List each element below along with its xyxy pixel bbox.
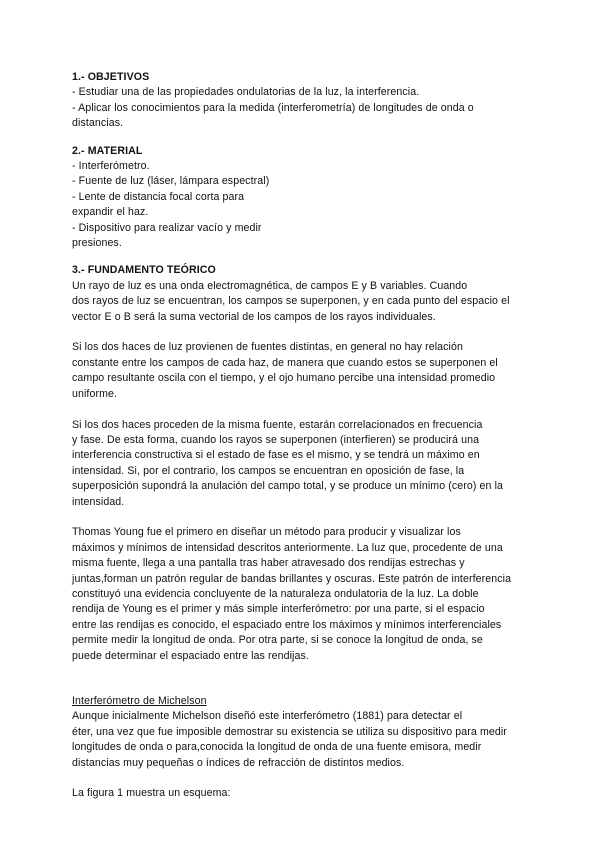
- paragraph-line: constituyó una evidencia concluyente de la naturaleza ondulatoria de la luz. La doble: [72, 587, 479, 600]
- paragraph-line: permite medir la longitud de onda. Por otra parte, si se conoce la longitud de onda, se: [72, 634, 483, 647]
- objetivos-line: - Aplicar los conocimientos para la medida (interferometría) de longitudes de onda o: [72, 101, 474, 114]
- paragraph-line: interferencia constructiva si el estado de fase es el mismo, y se tendrá un máximo en: [72, 449, 480, 462]
- paragraph-line: rendija de Young es el primer y más simple interferómetro: por una parte, si el espacio: [72, 603, 485, 616]
- paragraph-line: constante entre los campos de cada haz, de manera que cuando estos se superponen el: [72, 356, 498, 369]
- paragraph-line: Si los dos haces proceden de la misma fuente, estarán correlacionados en frecuencia: [72, 418, 483, 431]
- paragraph-line: Un rayo de luz es una onda electromagnética, de campos E y B variables. Cuando: [72, 279, 468, 292]
- paragraph-line: y fase. De esta forma, cuando los rayos se superponen (interfieren) se producirá una: [72, 433, 480, 446]
- paragraph-line: juntas,forman un patrón regular de bandas brillantes y oscuras. Este patrón de interferencia: [72, 572, 512, 585]
- section-material: [72, 144, 532, 252]
- paragraph: [72, 525, 532, 664]
- paragraph-line: dos rayos de luz se encuentran, los campos se superponen, y en cada punto del espacio el: [72, 295, 510, 308]
- material-line: - Interferómetro.: [72, 160, 150, 173]
- paragraph-line: superposición supondrá la anulación del campo total, y se produce un mínimo (cero) en la: [72, 480, 504, 493]
- section-heading-objetivos: 1.- OBJETIVOS: [72, 71, 150, 83]
- paragraph-line: puede determinar el espaciado entre las rendijas.: [72, 649, 309, 662]
- figure-intro: La figura 1 muestra un esquema:: [72, 787, 231, 800]
- paragraph-line: éter, una vez que fue imposible demostrar su existencia se utiliza su dispositivo para medir: [72, 725, 507, 738]
- material-line: - Lente de distancia focal corta para: [72, 190, 245, 203]
- section-objetivos: [72, 70, 532, 132]
- subsection-title-michelson: Interferómetro de Michelson: [72, 694, 207, 707]
- paragraph-line: intensidad. Si, por el contrario, los campos se encuentran en oposición de fase, la: [72, 464, 465, 477]
- paragraph: [72, 340, 532, 402]
- paragraph-line: vector E o B será la suma vectorial de los campos de los rayos individuales.: [72, 310, 436, 323]
- document-page: [72, 70, 532, 802]
- paragraph-line: distancias muy pequeñas o índices de refracción de distintos medios.: [72, 756, 405, 769]
- objetivos-line: distancias.: [72, 117, 124, 130]
- section-heading-material: 2.- MATERIAL: [72, 144, 143, 157]
- paragraph-line: máximos y mínimos de intensidad descritos anteriormente. La luz que, procedente de una: [72, 541, 503, 554]
- paragraph-line: misma fuente, llega a una pantalla tras haber atravesado dos rendijas estrechas y: [72, 557, 465, 570]
- paragraph-line: entre las rendijas es conocido, el espaciado entre los máximos y mínimos interferenciales: [72, 618, 502, 631]
- paragraph: [72, 279, 532, 325]
- material-line: - Dispositivo para realizar vacío y medir: [72, 221, 262, 234]
- paragraph-line: Aunque inicialmente Michelson diseñó este interferómetro (1881) para detectar el: [72, 710, 463, 723]
- section-heading-fundamento: 3.- FUNDAMENTO TEÓRICO: [72, 264, 216, 277]
- paragraph-line: campo resultante oscila con el tiempo, y el ojo humano percibe una intensidad promedio: [72, 372, 496, 385]
- section-michelson: [72, 694, 532, 802]
- paragraph-line: Si los dos haces de luz provienen de fuentes distintas, en general no hay relación: [72, 341, 463, 354]
- material-line: - Fuente de luz (láser, lámpara espectral): [72, 175, 270, 188]
- section-fundamento: [72, 263, 532, 664]
- paragraph-line: intensidad.: [72, 495, 125, 508]
- paragraph-line: uniforme.: [72, 387, 118, 400]
- material-line: presiones.: [72, 237, 122, 250]
- material-line: expandir el haz.: [72, 206, 149, 219]
- paragraph: [72, 418, 532, 510]
- paragraph-line: Thomas Young fue el primero en diseñar un método para producir y visualizar los: [72, 526, 461, 539]
- objetivos-line: - Estudiar una de las propiedades ondulatorias de la luz, la interferencia.: [72, 86, 420, 99]
- paragraph-line: longitudes de onda o para,conocida la longitud de onda de una fuente emisora, medir: [72, 741, 482, 754]
